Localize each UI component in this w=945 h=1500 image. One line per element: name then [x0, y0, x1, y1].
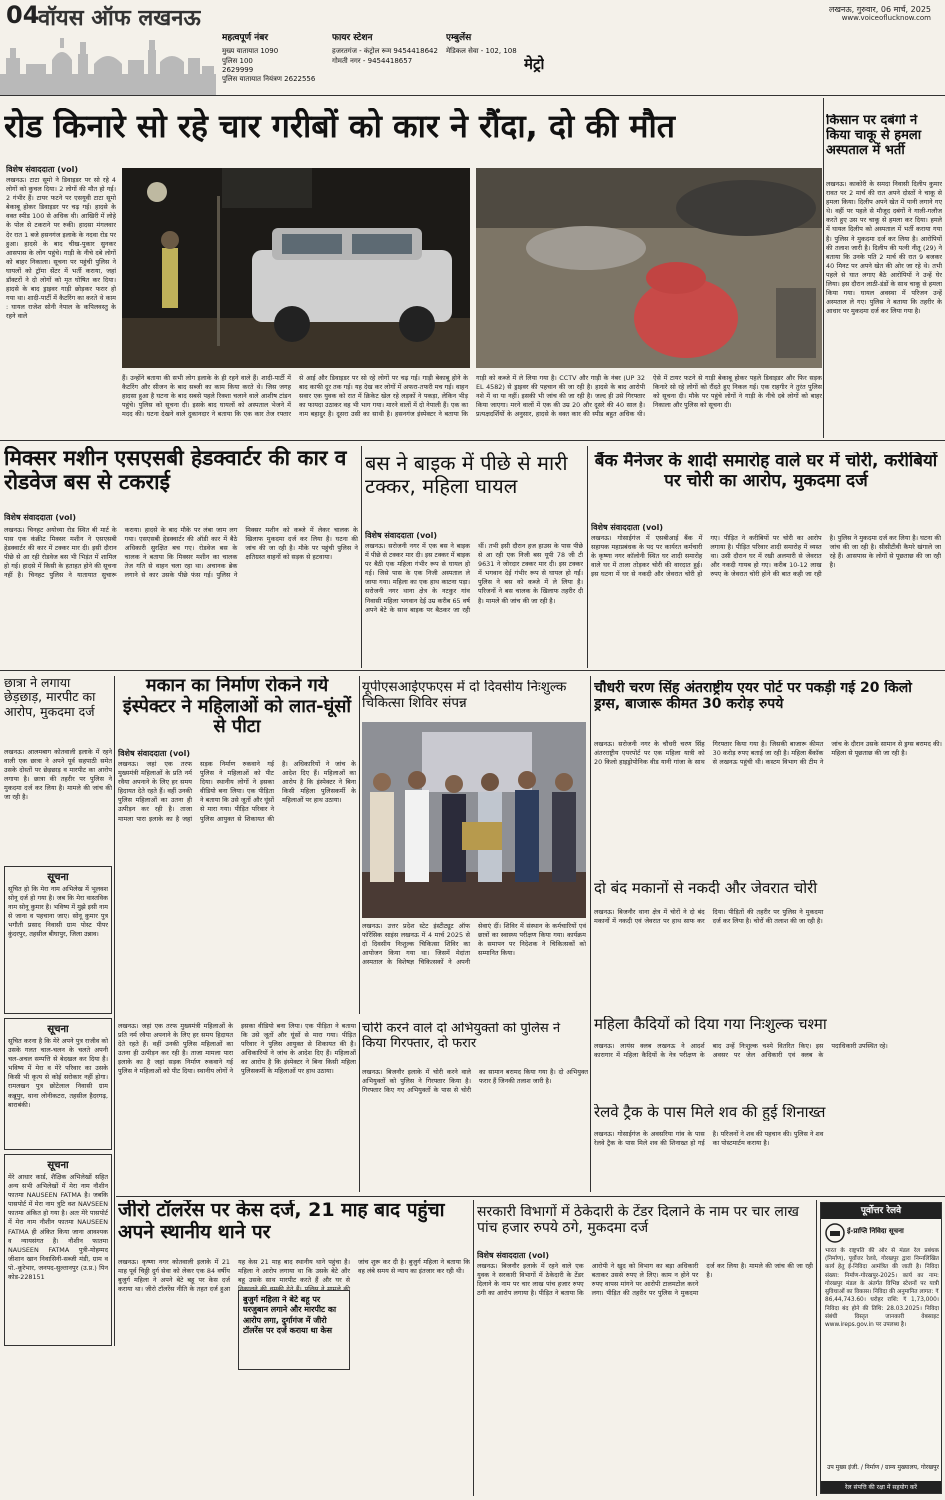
- notice-text-3: मेरे आधार कार्ड, शैक्षिक अभिलेखों सहित अन्य सभी अभिलेखों में मेरा नाम नौशीन फातमा NAUSEEN FATMA है। जबकि पासपोर्ट में मेरा नाम त्रुटि वश NAVSEEN फातमा अंकित हो गया है। अतः मेरे पासपोर्ट में मेरा नाम नौशीन फातमा NAUSEEN FATMA ही अंकित किया जाना आवश्यक व न्यायसंगत है। नौशीन फातमा NAUSEEN FATMA पुत्री-मोहम्मद जीशान खान निवासिनी-सब्जी मंडी, ग्राम व पो.-कूरेभार, जनपद-सुल्तानपुर (उ.प्र.) पिन कोड-228151: [8, 1173, 108, 1282]
- indian-railways-logo: [825, 1223, 845, 1243]
- chor-body: लखनऊ। बिजनौर इलाके में चोरी करने वाले अभियुक्तों को पुलिस ने गिरफ्तार किया है। गिरफ्तार किए गए अभियुक्तों के पास से चोरी का सामान बरामद किया गया है। दो अभियुक्त फरार हैं जिनकी तलाश जारी है।: [362, 1068, 588, 1095]
- section-divider: [0, 670, 945, 671]
- helpline-line: मेडिकल सेवा - 102, 108: [446, 47, 517, 56]
- story-nakdi: [594, 880, 942, 1000]
- upsifs-caption: लखनऊ। उत्तर प्रदेश स्टेट इंस्टीट्यूट ऑफ फॉरेंसिक साइंस लखनऊ में 4 मार्च 2025 से दो दिवसीय निःशुल्क चिकित्सा शिविर का आयोजन किया गया था। जिसमें मेदांता अस्पताल के विशेषज्ञ चिकित्सकों ने अपनी सेवाएं दीं। शिविर में संस्थान के कर्मचारियों एवं छात्रों का स्वास्थ्य परीक्षण किया गया। कार्यक्रम के समापन पर निदेशक ने चिकित्सकों को सम्मानित किया।: [362, 922, 586, 967]
- zero-body: लखनऊ। कृष्णा नगर कोतवाली इलाके में 21 माह पूर्व चिठ्ठी दुर्ग सेवा को लेकर एक 84 वर्षीय बुजुर्ग महिला ने अपने बेटे बहू पर केस दर्ज कराया था। जीरो टॉलरेंस नीति के तहत दर्ज हुआ यह केस 21 माह बाद स्थानीय थाने पहुंचा है। महिला ने आरोप लगाया था कि उसके बेटे और बहू उसके साथ मारपीट करते हैं और घर से जांच शुरू कर दी है। बुजुर्ग महिला ने बताया कि वह लंबे समय से न्याय का इंतजार कर रही थी।: [118, 1258, 470, 1294]
- website: www.voiceoflucknow.com: [841, 14, 931, 22]
- story-bike: [365, 446, 583, 668]
- thekedari-byline: विशेष संवाददाता (vol): [477, 1251, 550, 1260]
- story-chor: [362, 1022, 588, 1192]
- notice-box-2: [4, 1018, 112, 1150]
- bike-body: लखनऊ। सरोजनी नगर में एक बस ने बाइक में पीछे से टक्कर मार दी। इस टक्कर में बाइक पर बैठी एक महिला गंभीर रूप से घायल हो गई। जिसे पास के एक निजी अस्पताल ले जाया गया। महिला का एक हाथ काटना पड़ा। सरोजनी नगर थाना क्षेत्र के नटकुर गांव निवासी महिला भगवान देई उम्र करीब 65 वर्ष अपने बेटे के साथ बाइक पर बैठकर जा रही थीं। तभी इसी दौरान हज हाउस के पास पीछे से आ रही एक निजी बस यूपी 78 जी टी 9631 ने जोरदार टक्कर मार दी। इस टक्कर में भगवान देई गंभीर रूप से घायल हो गईं। पुलिस ने बस को कब्जे में ले लिया है। परिजनों ने बस चालक के खिलाफ तहरीर दी है। मामले की जांच की जा रही है।: [365, 542, 583, 614]
- section-name: मेट्रो: [524, 55, 545, 73]
- thekedari-body: लखनऊ। बिजनौर इलाके में रहने वाले एक युवक ने सरकारी विभागों में ठेकेदारी के टेंडर दिलाने के नाम पर चार लाख पांच हजार रुपए ठगी का आरोप लगाया है। पीड़ित ने बताया कि आरोपी ने खुद को विभाग का बड़ा अधिकारी बताकर उससे रुपए ले लिए। काम न होने पर रुपए वापस मांगने पर आरोपी टालमटोल करने लगा। पीड़ित की तहरीर पर पुलिस ने मुकदमा दर्ज कर लिया है। मामले की जांच की जा रही है।: [477, 1262, 813, 1298]
- victims-belongings-photo: [476, 168, 822, 368]
- notice-title: सूचना: [47, 872, 69, 883]
- story-inspector: [118, 676, 356, 1014]
- notice-box-1: [4, 866, 112, 1014]
- theft-byline: विशेष संवाददाता (vol): [591, 523, 664, 532]
- chhatra-headline: छात्रा ने लगाया छेड़छाड़, मारपीट का आरोप, मुकदमा दर्ज: [4, 676, 96, 719]
- thekedari-headline: सरकारी विभागों में ठेकेदारी के टेंडर दिलाने के नाम पर चार लाख पांच हजार रुपये ठगे, मुकदमा दर्ज: [477, 1204, 799, 1237]
- accident-scene-photo: [122, 168, 470, 368]
- helpline-line: हजरतगंज - कंट्रोल रूम 9454418642: [332, 47, 438, 56]
- section-divider: [116, 1196, 945, 1197]
- inspector-continued: लखनऊ। जहां एक तरफ मुख्यमंत्री महिलाओं के प्रति नर्म रवैया अपनाने के लिए हर समय हिदायत देते रहते हैं। वहीं उनकी पुलिस महिलाओं का उतना ही उत्पीड़न कर रही है। ताजा मामला पारा इलाके का है जहां सड़क निर्माण रुकवाने गई पुलिस ने महिलाओं को पीट दिया। स्थानीय लोगों ने इसका वीडियो बना लिया। एक पीड़िता ने बताया कि उसे जूतों और घूंसों से मारा गया। पीड़ित परिवार ने पुलिस आयुक्त से शिकायत की है। अधिकारियों ने जांच के आदेश दिए हैं। महिलाओं का आरोप है कि इंस्पेक्टर ने बिना किसी महिला पुलिसकर्मी के महिलाओं पर हाथ उठाया।: [118, 1022, 356, 1076]
- zero-pull-quote: [238, 1290, 350, 1370]
- story-chashma: [594, 1016, 942, 1094]
- railway-headline: रेलवे ट्रैक के पास मिले शव की हुई शिनाख्त: [594, 1104, 826, 1121]
- story-zero-tolerance: [118, 1200, 470, 1496]
- inspector-byline: विशेष संवाददाता (vol): [118, 749, 191, 758]
- notice-title: सूचना: [47, 1024, 69, 1035]
- lead-story: [4, 108, 822, 438]
- notice-text-2: सूचित करना है कि मेरे अपने पुत्र राजीव को उसके गलत चाल-चलन के चलते अपनी चल-अचल सम्पत्ति से बेदखल कर दिया है। भविष्य में मेरा व मेरे परिवार का उसके किसी भी कृत्य से कोई सरोकार नहीं होगा। रामलखन पुत्र छोटेलाल निवासी ग्राम कन्नूपुर, थाना लोनीकटरा, तहसील हैदरगढ़, बाराबंकी।: [8, 1037, 108, 1109]
- advert-slogan: [821, 1481, 941, 1494]
- story-thekedari: [477, 1200, 813, 1496]
- vertical-divider: [361, 446, 362, 668]
- advert-body: भारत के राष्ट्रपति की ओर से मंडल रेल प्रबंधक (निर्माण), पूर्वोत्तर रेलवे, गोरखपुर द्वारा निम्नलिखित कार्य हेतु ई-निविदा आमंत्रित की जाती है। निविदा संख्या: निर्माण-गोरखपुर-2025। कार्य का नाम: गोरखपुर मंडल के अंतर्गत विभिन्न स्टेशनों पर यात्री सुविधाओं का विकास। निविदा की अनुमानित लागत: ₹ 86,44,743.60। धरोहर राशि: ₹ 1,73,000। निविदा बंद होने की तिथि: 28.03.2025। निविदा संबंधी विस्तृत जानकारी वेबसाइट www.ireps.gov.in पर उपलब्ध है।: [825, 1248, 939, 1328]
- side-story-kisan: [826, 98, 942, 438]
- pull-quote-text: बुजुर्ग महिला ने बेटे बहू पर घरजुबान लगाने और मारपीट का आरोप लगा, दुर्गागंज में जीरो टॉलरेंस पर दर्ज कराया था केस: [243, 1295, 337, 1336]
- notice-text-1: सूचित हो कि मेरा नाम अभिलेख में भूलवश सोनू दर्ज हो गया है। जब कि मेरा वास्तविक नाम सोनू कुमार है। भविष्य में मुझे इसी नाम से जाना व पहचाना जाए। सोनू कुमार पुत्र भगौती प्रसाद निवासी ग्राम पोस्ट पीपर कुंदरपुर, तहसील बीघापुर, जिला उन्नाव।: [8, 885, 108, 939]
- bike-headline: बस ने बाइक में पीछे से मारी टक्कर, महिला घायल: [365, 452, 568, 498]
- inspector-headline: मकान का निर्माण रोकने गये इंस्पेक्टर ने महिलाओं को लात-घूंसों से पीटा: [122, 676, 352, 738]
- paper-name: वॉयस ऑफ लखनऊ: [38, 6, 201, 28]
- helpline-important-title: महत्वपूर्ण नंबर: [222, 33, 269, 43]
- mixer-body: लखनऊ। चिनहट अयोध्या रोड स्थित बी मार्ट के पास एक कंक्रीट मिक्सर मशीन ने एसएसबी हेडक्वार्टर की कार में टक्कर मार दी। इसी दौरान पीछे से आ रही रोडवेज बस भी भिड़ंत में शामिल हो गई। हादसे में किसी के हताहत होने की सूचना नहीं है। चिनहट पुलिस ने यातायात सुचारू कराया। हादसे के बाद मौके पर लंबा जाम लग गया। एसएसबी हेडक्वार्टर की ऑडी कार में बैठे अधिकारी सुरक्षित बच गए। रोडवेज बस के चालक ने बताया कि मिक्सर मशीन का चालक तेज गति से वाहन चला रहा था। अचानक ब्रेक लगाने से कार उसके पीछे फंस गई। पुलिस ने मिक्सर मशीन को कब्जे में लेकर चालक के खिलाफ मुकदमा दर्ज कर लिया है। घटना की जांच की जा रही है। मौके पर पहुंची पुलिस ने क्षतिग्रस्त वाहनों को सड़क से हटवाया।: [4, 526, 358, 580]
- story-theft: [591, 446, 941, 668]
- airport-headline: चौधरी चरण सिंह अंतराष्ट्रीय एयर पोर्ट पर पकड़ी गई 20 किलो ड्रग्स, बाजारू कीमत 30 करोड़ रुपये: [594, 680, 912, 713]
- notice-title: सूचना: [47, 1160, 69, 1171]
- vertical-divider: [587, 446, 588, 668]
- story-upsifs: [362, 676, 586, 1014]
- story-mixer: [4, 446, 358, 668]
- vertical-divider: [359, 1022, 360, 1192]
- helpline-ambulance-title: एम्बुलेंस: [446, 33, 472, 43]
- helpline-line: मुख्य यातायात 1090: [222, 47, 279, 56]
- nakdi-headline: दो बंद मकानों से नकदी और जेवरात चोरी: [594, 880, 818, 897]
- vertical-divider: [816, 1200, 817, 1496]
- helpline-line: पुलिस 100: [222, 56, 253, 65]
- helpline-line: गोमती नगर - 9454418657: [332, 56, 413, 65]
- side-body: लखनऊ। काकोरी के समदा निवासी दिलीप कुमार रावत पर 2 मार्च की रात अपने दोस्तों ने चाकू से हमला किया। दिलीप अपने खेत में पानी लगाने गए थे। वहीं पर पहले से मौजूद दबंगों ने गाली-गलौज करते हुए उस पर चाकू से हमला कर दिया। हमले में घायल दिलीप को अस्पताल में भर्ती कराया गया है। पुलिस ने मुकदमा दर्ज कर लिया है। आरोपियों की तलाश जारी है। दिलीप की पत्नी नीतू (29) ने बताया कि उनके पति 2 मार्च की रात 9 बजकर 40 मिनट पर अपने खेत की ओर जा रहे थे। तभी पहले से घात लगाए बैठे आरोपियों ने उन्हें घेर लिया। इस दौरान लाठी-डंडों के साथ चाकू से हमला किया गया। घायल अवस्था में परिजन उन्हें अस्पताल ले गए। पुलिस ने बताया कि तहरीर के आधार पर मुकदमा दर्ज कर लिया गया है।: [826, 180, 942, 316]
- advert-footer: उप मुख्य इंजी. / निर्माण / ग्राम्य मुख्यालय, गोरखपुर: [827, 1464, 939, 1471]
- advert-title: पूर्वोत्तर रेलवे: [860, 1206, 902, 1216]
- airport-body: लखनऊ। सरोजनी नगर के चौधरी चरण सिंह अंतरराष्ट्रीय एयरपोर्ट पर एक महिला यात्री को 20 किलो हाइड्रोपोनिक वीड यानी गांजा के साथ गिरफ्तार किया गया है। जिसकी बाजारू कीमत 30 करोड़ रुपए बताई जा रही है। महिला बैंकॉक से लखनऊ पहुंची थी। कस्टम विभाग की टीम ने जांच के दौरान उसके सामान से ड्रग्स बरामद की। महिला से पूछताछ की जा रही है।: [594, 740, 942, 767]
- helpline-important: [222, 32, 332, 94]
- medical-camp-photo: [362, 722, 586, 918]
- lead-body: हैं। उन्होंने बताया की सभी लोग इलाके के ही रहने वाले हैं। शादी-पार्टी में कैटरिंग और सीजन के बाद सब्जी का काम किया करते थे। जिस जगह हादसा हुआ है घटना के बाद सबसे पहले रिक्शा चलाने वाले आशीष टांडन पहुंचे। पुलिस को सूचना दी। इसके बाद घायलों को अस्पताल भेजने में मदद की। घटना देखने वाले दुकानदार ने बताया कि एक कार तेज रफ्तार से आई और डिवाइडर पर सो रहे लोगों पर चढ़ गई। गाड़ी बेकाबू होने के बाद काफी दूर तक गई। यह देख कर लोगों में अफरा-तफरी मच गई। वाहन सवार एक युवक को रात में क्रिकेट खेल रहे लड़कों ने पकड़ा, लेकिन भीड़ का फायदा उठाकर वह भी भाग गया। मारने वालों में दो नेपाली हैं। एक का नाम बहादुर है। दूसरा उसी का साथी है। हसनगंज इंस्पेक्टर ने बताया कि गाड़ी को कब्जे में ले लिया गया है। CCTV और गाड़ी के नंबर (UP 32 EL 4582) से ड्राइवर की पहचान की जा रही है। हादसे के बाद आरोपी नशे में था या नहीं। इसकी भी जांच की जा रही है। जल्द ही उसे गिरफ्तार किया जाएगा। मरने वालों में एक की उम्र 20 और दूसरे की 40 साल है। प्रत्यक्षदर्शियों के अनुसार, हादसे के वक्त कार की स्पीड बहुत अधिक थी। ऐसे में टायर फटने से गाड़ी बेकाबू होकर पहले डिवाइडर और फिर सड़क किनारे सो रहे लोगों को रौंदते हुए निकल गई। एक राहगीर ने तुरंत पुलिस को सूचना दी। मौके पर पहुंचे लोगों ने गाड़ी के नीचे दबे लोगों को बाहर निकाला और पुलिस को सूचना दी।: [122, 374, 822, 419]
- masthead: [0, 0, 945, 96]
- helpline-line: पुलिस यातायात नियंत्रण 2622556: [222, 75, 316, 84]
- theft-body: लखनऊ। गोसाईगंज में एसबीआई बैंक में सहायक महाप्रबंधक के पद पर कार्यरत कर्मचारी के कृष्णा नगर कॉलोनी स्थित घर शादी समारोह वाले घर में ताला तोड़कर चोरी की वारदात हुई। इस घटना में घर से नकदी और जेवरात चोरी हो गए। पीड़ित ने करीबियों पर चोरी का आरोप लगाया है। पीड़ित परिवार शादी समारोह में व्यस्त था। उसी दौरान घर में रखी अलमारी से जेवरात और नकदी गायब हो गए। करीब 10-12 लाख रुपए के जेवरात चोरी होने की बात कही जा रही है। पुलिस ने मुकदमा दर्ज कर लिया है। घटना की जांच की जा रही है। सीसीटीवी कैमरे खंगाले जा रहे हैं। आसपास के लोगों से पूछताछ की जा रही है।: [591, 534, 941, 579]
- masthead-divider: [0, 95, 945, 96]
- helpline-ambulance: [446, 32, 536, 94]
- inspector-body: लखनऊ। जहां एक तरफ मुख्यमंत्री महिलाओं के प्रति नर्म रवैया अपनाने के लिए हर समय हिदायत देते रहते हैं। वहीं उनकी पुलिस महिलाओं का उतना ही उत्पीड़न कर रही है। ताजा मामला पारा इलाके का है जहां सड़क निर्माण रुकवाने गई पुलिस ने महिलाओं को पीट दिया। स्थानीय लोगों ने इसका वीडियो बना लिया। एक पीड़िता ने बताया कि उसे जूतों और घूंसों से मारा गया। पीड़ित परिवार ने पुलिस आयुक्त से शिकायत की है। अधिकारियों ने जांच के आदेश दिए हैं। महिलाओं का आरोप है कि इंस्पेक्टर ने बिना किसी महिला पुलिसकर्मी के महिलाओं पर हाथ उठाया।: [118, 760, 356, 823]
- mixer-headline: मिक्सर मशीन एसएसबी हेडक्वार्टर की कार व रोडवेज बस से टकराई: [4, 446, 347, 495]
- chor-headline: चोरी करने वाले दो अभियुक्तों को पुलिस ने किया गिरफ्तार, दो फरार: [362, 1022, 561, 1051]
- story-airport: [594, 676, 942, 860]
- zero-headline: जीरो टॉलरेंस पर केस दर्ज, 21 माह बाद पहुंचा अपने स्थानीय थाने पर: [118, 1200, 445, 1243]
- theft-headline: बैंक मैनेजर के शादी समारोह वाले घर में चोरी, करीबियों पर चोरी का आरोप, मुकदमा दर्ज: [594, 452, 938, 491]
- date-line: लखनऊ, गुरुवार, 06 मार्च, 2025: [828, 5, 931, 14]
- page-number: 04: [6, 1, 40, 28]
- vertical-divider: [473, 1200, 474, 1496]
- story-chhatra: [4, 676, 112, 862]
- story-railway: [594, 1104, 942, 1188]
- helpline-line: 2629999: [222, 66, 254, 75]
- vertical-divider: [590, 676, 591, 1192]
- vertical-divider: [114, 676, 115, 1346]
- chashma-headline: महिला कैदियों को दिया गया निःशुल्क चश्मा: [594, 1016, 827, 1033]
- city-skyline-image: [0, 30, 216, 96]
- chashma-body: लखनऊ। लायंस क्लब लखनऊ ने आदर्श कारागार में महिला कैदियों के नेत्र परीक्षण के बाद उन्हें निःशुल्क चश्मे वितरित किए। इस अवसर पर जेल अधिकारी एवं क्लब के पदाधिकारी उपस्थित रहे।: [594, 1042, 888, 1060]
- railway-advert: [820, 1202, 942, 1494]
- lead-intro: लखनऊ। टाटा सूमो ने डिवाइडर पर सो रहे 4 लोगों को कुचल दिया। 2 लोगों की मौत हो गई। 2 गंभीर हैं। टायर फटने पर एसयूवी टाटा सूमो बेकाबू होकर डिवाइडर पर चढ़ गई। हादसे के वक्त स्पीड 100 से अधिक थी। आखिरी में लोहे के पोल से टकराने पर रुकी। हादसा मंगलवार देर रात 1 बजे हसनगंज इलाके के नदवा रोड पर हुआ। हादसे के बाद चीख-पुकार सुनकर आसपास के लोग पहुंचे। गाड़ी के नीचे दबे लोगों को बाहर निकाला। सूचना पर पहुंची पुलिस ने घायलों को ट्रॉमा सेंटर में भर्ती कराया, जहां डॉक्टरों ने दो लोगों को मृत घोषित कर दिया। हादसे के बाद ड्राइवर गाड़ी छोड़कर फरार हो गया था। शादी-पार्टी में कैटरिंग का करते थे काम : घायल राजेश सोनी नेपाल के कपिलवस्तु के रहने वाले: [6, 176, 116, 321]
- nakdi-body: लखनऊ। बिजनौर थाना क्षेत्र में चोरों ने दो बंद मकानों में नकदी एवं जेवरात पर हाथ साफ कर दिया। पीड़ितों की तहरीर पर पुलिस ने मुकदमा दर्ज कर लिया है। चोरों की तलाश की जा रही है।: [594, 908, 824, 926]
- lead-byline: विशेष संवाददाता (vol): [6, 165, 79, 174]
- notice-box-3: [4, 1154, 112, 1346]
- masthead-banner: [0, 0, 945, 28]
- helpline-fire-title: फायर स्टेशन: [332, 33, 373, 43]
- helpline-fire: [332, 32, 444, 94]
- bike-byline: विशेष संवाददाता (vol): [365, 531, 438, 540]
- vertical-divider: [359, 676, 360, 1014]
- railway-body: लखनऊ। गोसाईगंज के अवसरिया गांव के पास रेलवे ट्रैक के पास मिले शव की शिनाख्त हो गई है। परिजनों ने शव की पहचान की। पुलिस ने शव का पोस्टमार्टम कराया है।: [594, 1130, 824, 1148]
- advert-slogan-text: रेल संपत्ति की रक्षा में सहयोग करें: [845, 1484, 917, 1491]
- side-headline: किसान पर दबंगों ने किया चाकू से हमला अस्पताल में भर्ती: [826, 114, 922, 158]
- chhatra-body: लखनऊ। आलमबाग कोतवाली इलाके में रहने वाली एक छात्रा ने अपने पूर्व सहपाठी समेत उसके दोस्तों पर छेड़छाड़ व मारपीट का आरोप लगाया है। छात्रा की तहरीर पर पुलिस ने मुकदमा दर्ज कर लिया है। मामले की जांच की जा रही है।: [4, 748, 112, 802]
- advert-subtitle: ई-प्राप्ति निविदा सूचना: [847, 1227, 904, 1235]
- advert-header: [821, 1203, 941, 1219]
- lead-headline: रोड किनारे सो रहे चार गरीबों को कार ने रौंदा, दो की मौत: [4, 108, 676, 145]
- vertical-divider: [823, 98, 824, 438]
- mixer-byline: विशेष संवाददाता (vol): [4, 513, 77, 522]
- upsifs-headline: यूपीएसआईएफएस में दो दिवसीय निःशुल्क चिकित्सा शिविर संपन्न: [362, 680, 567, 711]
- section-divider: [0, 440, 945, 441]
